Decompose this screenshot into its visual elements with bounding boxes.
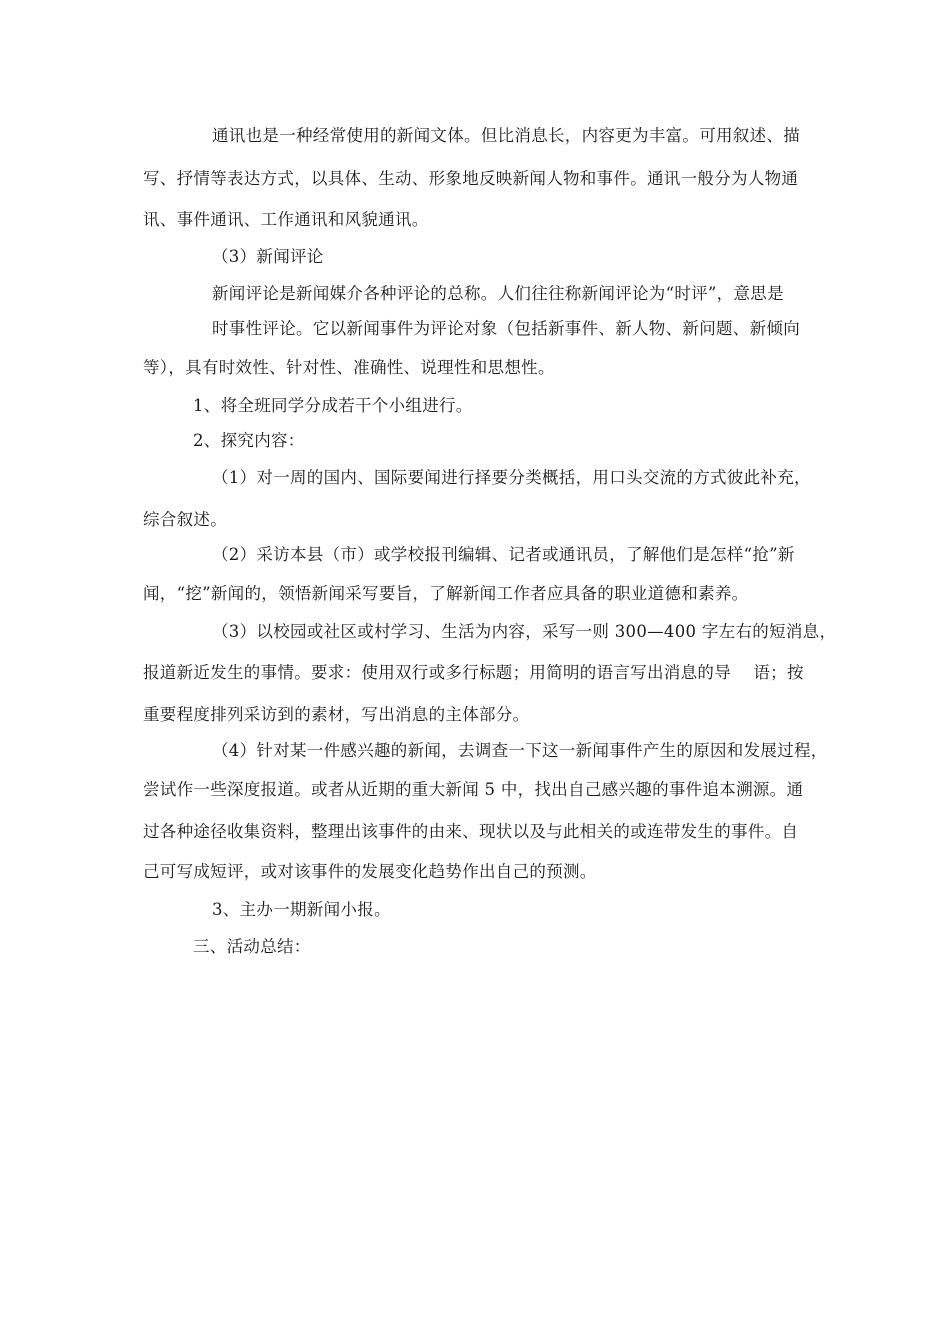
text-line: 综合叙述。 xyxy=(143,510,227,529)
text-line: 过各种途径收集资料，整理出该事件的由来、现状以及与此相关的或连带发生的事件。自 xyxy=(143,822,799,841)
text-line: （1）对一周的国内、国际要闻进行择要分类概括，用口头交流的方式彼此补充， xyxy=(212,468,811,487)
text-line: 闻，“挖”新闻的，领悟新闻采写要旨，了解新闻工作者应具备的职业道德和素养。 xyxy=(143,584,749,603)
text-line: 讯、事件通讯、工作通讯和风貌通讯。 xyxy=(143,210,429,229)
text-line: 报道新近发生的事情。要求：使用双行或多行标题；用简明的语言写出消息的导 语；按 xyxy=(143,663,804,682)
subheading: （3）新闻评论 xyxy=(212,247,324,266)
text-line: 时事性评论。它以新闻事件为评论对象（包括新事件、新人物、新问题、新倾向 xyxy=(212,319,800,338)
step-item: 2、探究内容： xyxy=(193,431,305,450)
text-line: 重要程度排列采访到的素材，写出消息的主体部分。 xyxy=(143,705,530,724)
text-line: （4）针对某一件感兴趣的新闻，去调查一下这一新闻事件产生的原因和发展过程， xyxy=(212,741,828,760)
text-line: （3）以校园或社区或村学习、生活为内容，采写一则 300—400 字左右的短消息， xyxy=(212,622,837,641)
text-line: 写、抒情等表达方式，以具体、生动、形象地反映新闻人物和事件。通讯一般分为人物通 xyxy=(143,169,799,188)
text-line: 己可写成短评，或对该事件的发展变化趋势作出自己的预测。 xyxy=(143,862,597,881)
step-item: 3、主办一期新闻小报。 xyxy=(212,900,391,919)
section-heading: 三、活动总结： xyxy=(193,937,311,956)
text-line: 尝试作一些深度报道。或者从近期的重大新闻 5 中，找出自己感兴趣的事件追本溯源。通 xyxy=(143,780,804,799)
text-line: 新闻评论是新闻媒介各种评论的总称。人们往往称新闻评论为“时评”，意思是 xyxy=(212,284,784,303)
step-item: 1、将全班同学分成若干个小组进行。 xyxy=(193,396,473,415)
text-line: 等），具有时效性、针对性、准确性、说理性和思想性。 xyxy=(143,358,555,377)
text-line: （2）采访本县（市）或学校报刊编辑、记者或通讯员，了解他们是怎样“抢”新 xyxy=(212,545,795,564)
text-line: 通讯也是一种经常使用的新闻文体。但比消息长，内容更为丰富。可用叙述、描 xyxy=(212,126,800,145)
